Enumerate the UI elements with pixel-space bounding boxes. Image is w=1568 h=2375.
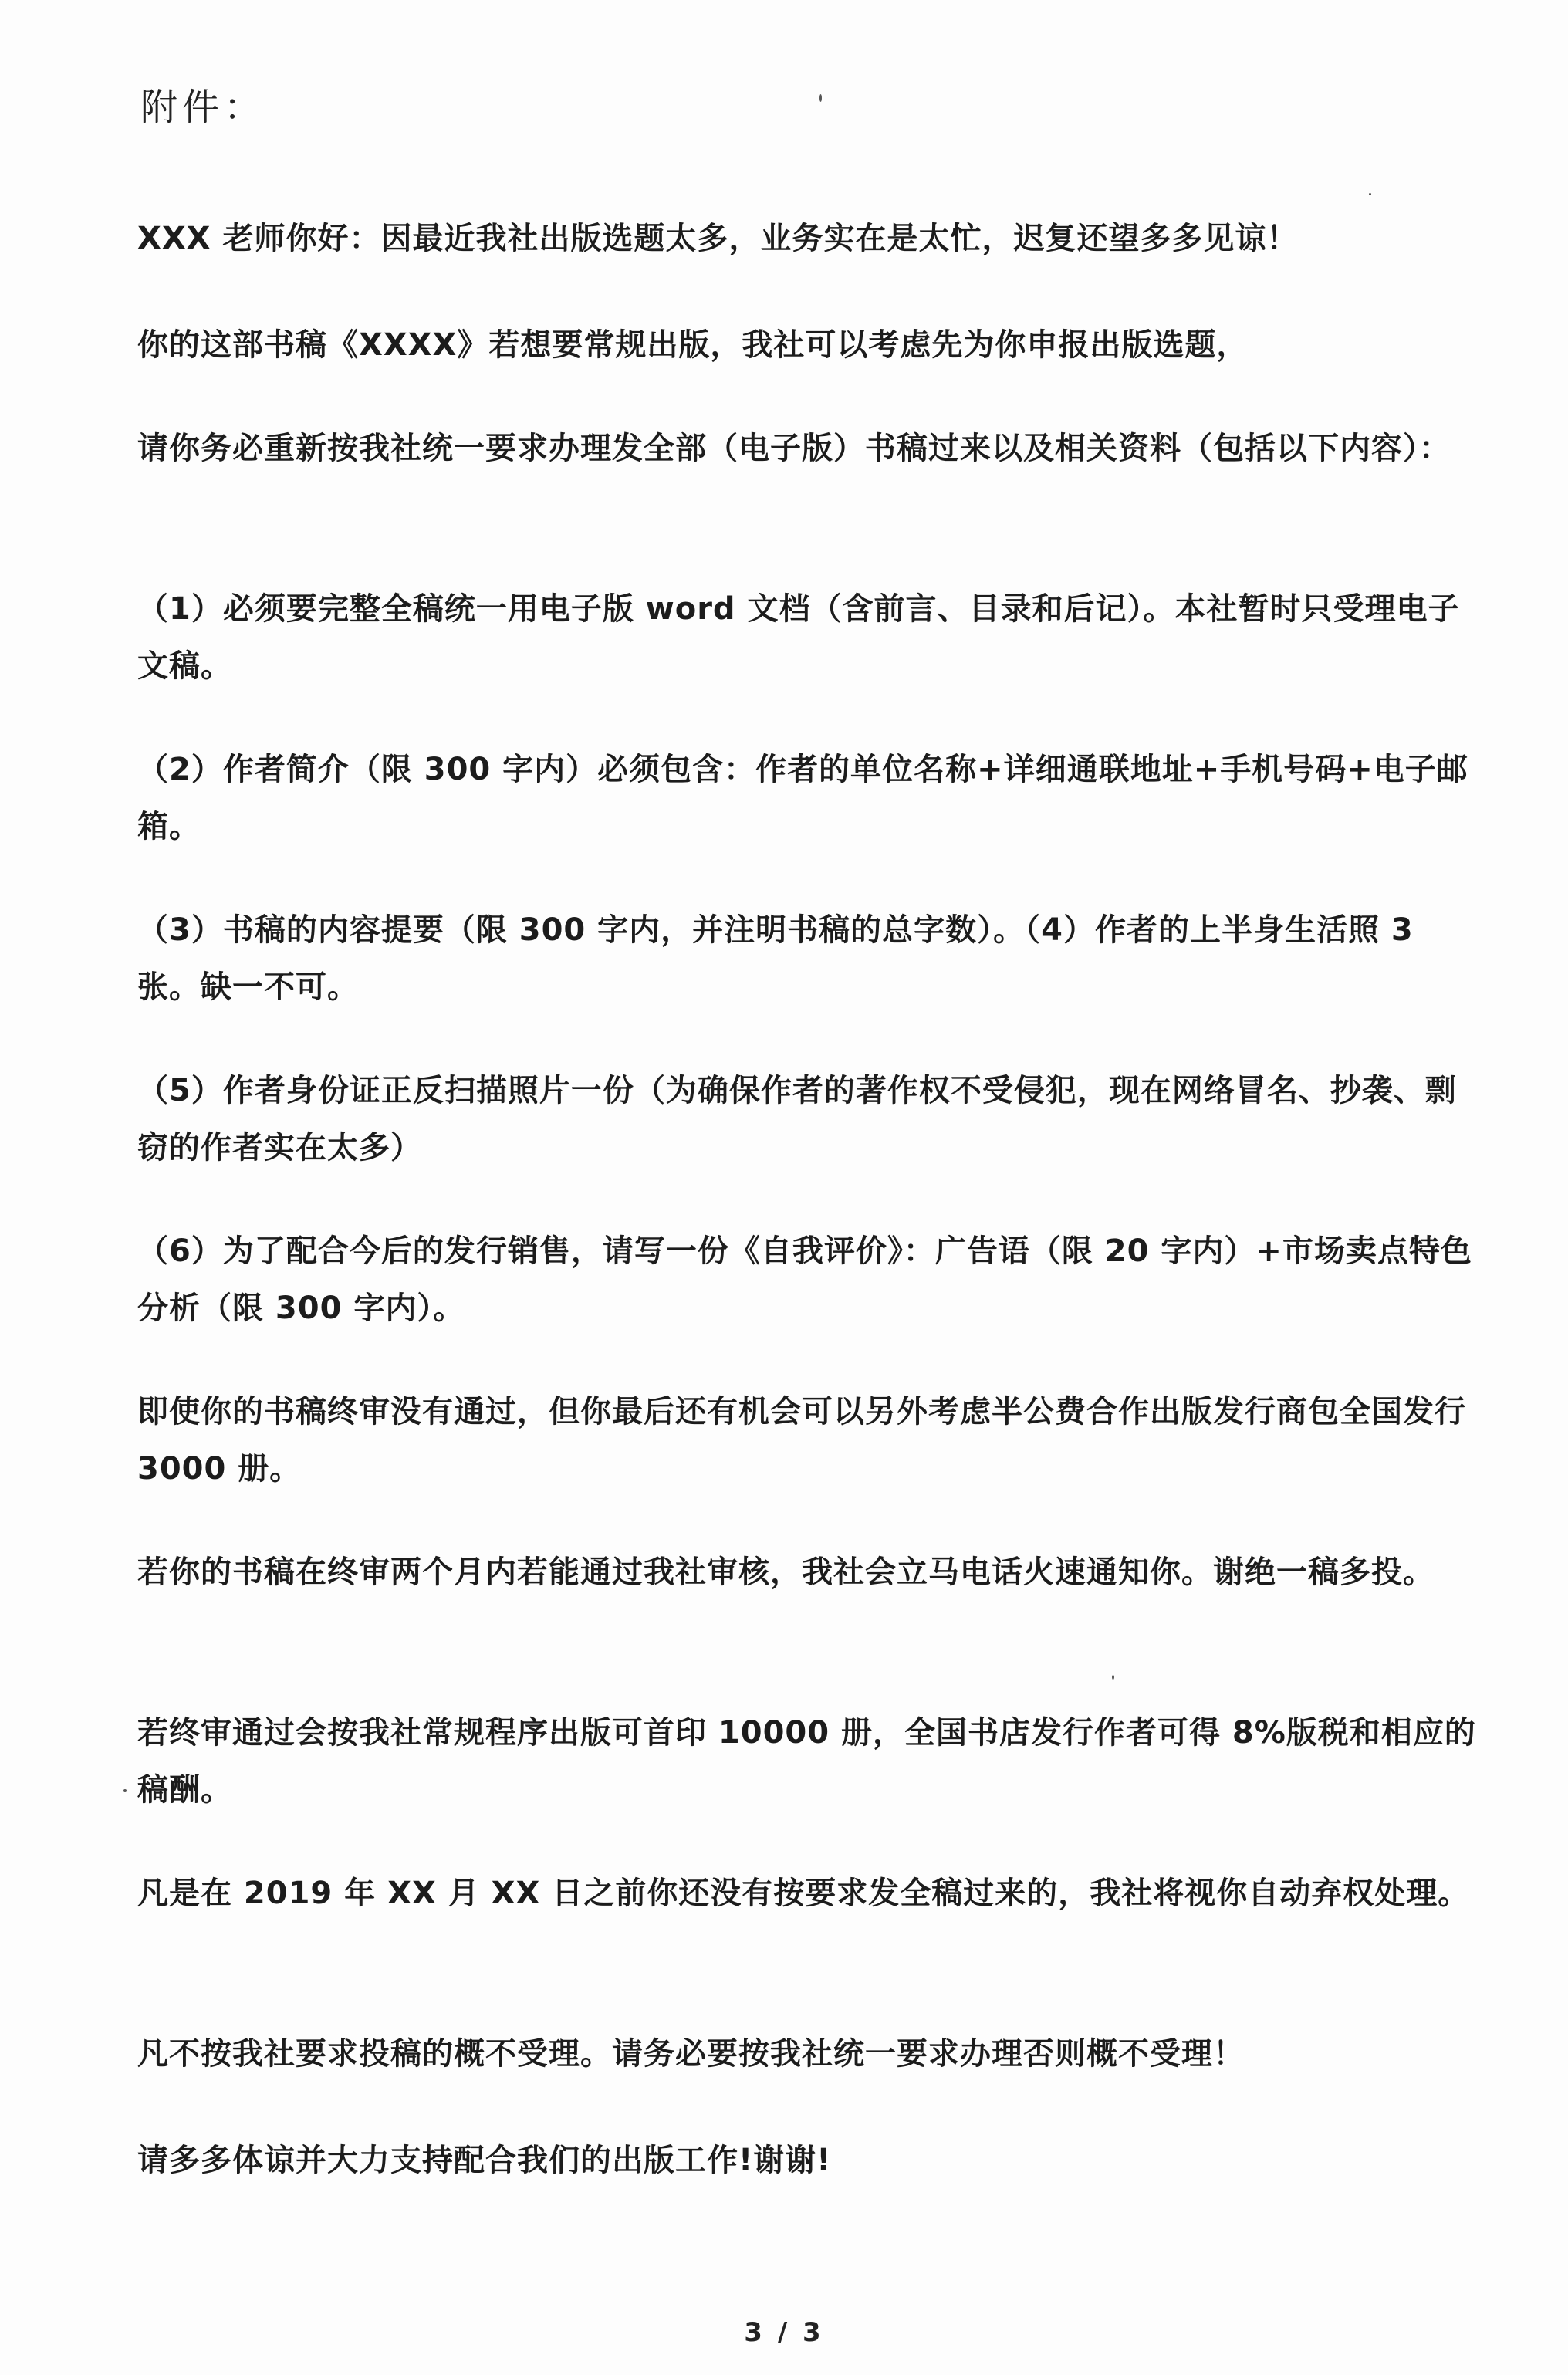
scan-speck	[123, 1789, 127, 1792]
scan-speck	[1369, 193, 1371, 195]
page-number: 3 / 3	[744, 2317, 824, 2348]
paragraph-greeting: XXX 老师你好：因最近我社出版选题太多，业务实在是太忙，迟复还望多多见谅！	[137, 221, 1299, 256]
attachment-heading: 附件：	[140, 86, 266, 129]
paragraph-manuscript-intro: 你的这部书稿《XXXX》若想要常规出版，我社可以考虑先为你申报出版选题，	[137, 327, 1249, 363]
paragraph-deadline: 凡是在 2019 年 XX 月 XX 日之前你还没有按要求发全稿过来的，我社将视你自动弃权处理。	[137, 1876, 1470, 1911]
paragraph-notification: 若你的书稿在终审两个月内若能通过我社审核，我社会立马电话火速通知你。谢绝一稿多投。	[137, 1555, 1435, 1590]
scan-speck	[819, 94, 822, 102]
paragraph-item-6: （6）为了配合今后的发行销售，请写一份《自我评价》：广告语（限 20 字内）+市场卖点特色分析（限 300 字内）。	[137, 1233, 1472, 1326]
paragraph-item-5: （5）作者身份证正反扫描照片一份（为确保作者的著作权不受侵犯，现在网络冒名、抄袭、剽窃的作者实在太多）	[137, 1073, 1457, 1166]
paragraph-submission-rule: 凡不按我社要求投稿的概不受理。请务必要按我社统一要求办理否则概不受理！	[137, 2036, 1245, 2072]
paragraph-requirements-intro: 请你务必重新按我社统一要求办理发全部（电子版）书稿过来以及相关资料（包括以下内容）：	[137, 431, 1451, 466]
paragraph-closing: 请多多体谅并大力支持配合我们的出版工作!谢谢!	[137, 2143, 832, 2178]
paragraph-cooperative-publishing: 即使你的书稿终审没有通过，但你最后还有机会可以另外考虑半公费合作出版发行商包全国发行 3000 册。	[137, 1394, 1466, 1487]
paragraph-item-3-4: （3）书稿的内容提要（限 300 字内，并注明书稿的总字数）。（4）作者的上半身生活照 3 张。缺一不可。	[137, 912, 1414, 1005]
paragraph-item-2: （2）作者简介（限 300 字内）必须包含：作者的单位名称+详细通联地址+手机号码+电子邮箱。	[137, 752, 1468, 844]
paragraph-royalty: 若终审通过会按我社常规程序出版可首印 10000 册，全国书店发行作者可得 8%版税和相应的稿酬。	[137, 1715, 1476, 1808]
paragraph-item-1: （1）必须要完整全稿统一用电子版 word 文档（含前言、目录和后记）。本社暂时只受理电子文稿。	[137, 591, 1460, 684]
scan-speck	[1112, 1675, 1114, 1680]
